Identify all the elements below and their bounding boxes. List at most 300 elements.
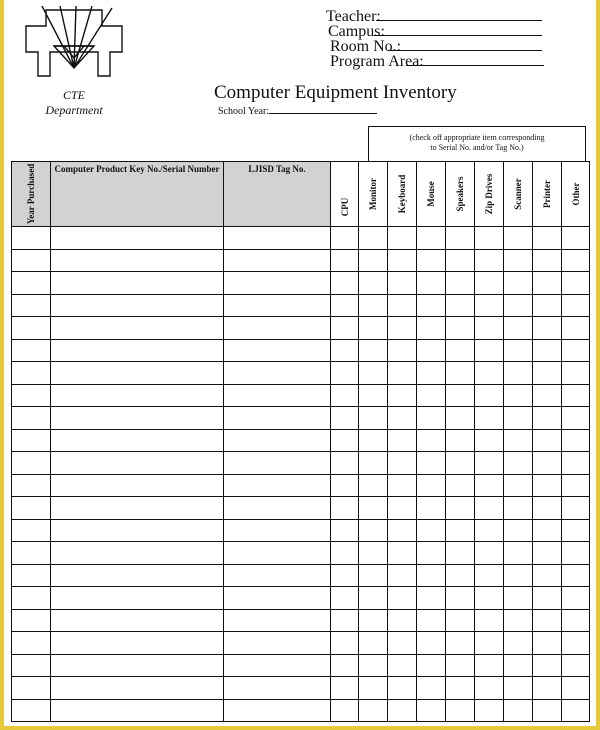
check-speakers-cell[interactable] bbox=[446, 384, 475, 407]
serial-cell[interactable] bbox=[51, 699, 224, 722]
check-cpu-cell[interactable] bbox=[331, 632, 359, 655]
inventory-table bbox=[11, 161, 590, 722]
check-printer-cell[interactable] bbox=[533, 384, 562, 407]
table-row bbox=[12, 587, 590, 610]
check-printer-cell[interactable] bbox=[533, 272, 562, 295]
check-keyboard-cell[interactable] bbox=[388, 339, 417, 362]
year-cell[interactable] bbox=[12, 632, 51, 655]
check-scanner-cell[interactable] bbox=[504, 339, 533, 362]
check-keyboard-cell[interactable] bbox=[388, 497, 417, 520]
check-mouse-cell[interactable] bbox=[417, 317, 446, 340]
check-keyboard-cell[interactable] bbox=[388, 474, 417, 497]
check-scanner-cell[interactable] bbox=[504, 474, 533, 497]
check-scanner-cell[interactable] bbox=[504, 272, 533, 295]
check-monitor-cell[interactable] bbox=[359, 272, 388, 295]
year-cell[interactable] bbox=[12, 519, 51, 542]
check-zip-drives-cell[interactable] bbox=[475, 587, 504, 610]
tag-cell[interactable] bbox=[224, 317, 331, 340]
check-speakers-cell[interactable] bbox=[446, 654, 475, 677]
check-speakers-cell[interactable] bbox=[446, 474, 475, 497]
program-area-field[interactable] bbox=[330, 53, 424, 68]
check-speakers-cell[interactable] bbox=[446, 699, 475, 722]
check-cpu-cell[interactable] bbox=[331, 317, 359, 340]
check-zip-drives-cell[interactable] bbox=[475, 497, 504, 520]
check-printer-cell[interactable] bbox=[533, 587, 562, 610]
check-other-cell[interactable] bbox=[562, 632, 590, 655]
check-keyboard-cell[interactable] bbox=[388, 227, 417, 250]
check-mouse-cell[interactable] bbox=[417, 699, 446, 722]
check-cpu-cell[interactable] bbox=[331, 339, 359, 362]
table-row bbox=[12, 677, 590, 700]
check-zip-drives-cell[interactable] bbox=[475, 699, 504, 722]
inventory-form-page bbox=[4, 0, 596, 726]
check-monitor-cell[interactable] bbox=[359, 587, 388, 610]
check-monitor-cell[interactable] bbox=[359, 609, 388, 632]
check-scanner-cell[interactable] bbox=[504, 294, 533, 317]
check-monitor-cell[interactable] bbox=[359, 429, 388, 452]
check-mouse-cell[interactable] bbox=[417, 429, 446, 452]
check-cpu-cell[interactable] bbox=[331, 362, 359, 385]
check-cpu-cell[interactable] bbox=[331, 249, 359, 272]
check-cpu-cell[interactable] bbox=[331, 497, 359, 520]
check-printer-cell[interactable] bbox=[533, 564, 562, 587]
check-scanner-cell[interactable] bbox=[504, 249, 533, 272]
check-scanner-cell[interactable] bbox=[504, 429, 533, 452]
tag-cell[interactable] bbox=[224, 294, 331, 317]
check-monitor-cell[interactable] bbox=[359, 474, 388, 497]
item-header-cpu bbox=[331, 162, 359, 227]
check-printer-cell[interactable] bbox=[533, 429, 562, 452]
check-keyboard-cell[interactable] bbox=[388, 407, 417, 430]
check-other-cell[interactable] bbox=[562, 249, 590, 272]
check-monitor-cell[interactable] bbox=[359, 249, 388, 272]
check-mouse-cell[interactable] bbox=[417, 362, 446, 385]
check-speakers-cell[interactable] bbox=[446, 227, 475, 250]
check-mouse-cell[interactable] bbox=[417, 272, 446, 295]
check-other-cell[interactable] bbox=[562, 677, 590, 700]
school-year-field[interactable] bbox=[218, 105, 377, 117]
check-printer-cell[interactable] bbox=[533, 542, 562, 565]
year-cell[interactable] bbox=[12, 227, 51, 250]
teacher-line[interactable] bbox=[376, 20, 542, 21]
check-zip-drives-cell[interactable] bbox=[475, 654, 504, 677]
check-zip-drives-cell[interactable] bbox=[475, 249, 504, 272]
check-other-cell[interactable] bbox=[562, 452, 590, 475]
check-other-cell[interactable] bbox=[562, 564, 590, 587]
item-header-monitor bbox=[359, 162, 388, 227]
serial-cell[interactable] bbox=[51, 497, 224, 520]
check-speakers-cell[interactable] bbox=[446, 609, 475, 632]
check-keyboard-cell[interactable] bbox=[388, 317, 417, 340]
check-mouse-cell[interactable] bbox=[417, 632, 446, 655]
check-speakers-cell[interactable] bbox=[446, 249, 475, 272]
item-header-zip-drives bbox=[475, 162, 504, 227]
check-keyboard-cell[interactable] bbox=[388, 564, 417, 587]
year-cell[interactable] bbox=[12, 474, 51, 497]
check-zip-drives-cell[interactable] bbox=[475, 272, 504, 295]
check-cpu-cell[interactable] bbox=[331, 474, 359, 497]
tag-cell[interactable] bbox=[224, 384, 331, 407]
check-keyboard-cell[interactable] bbox=[388, 249, 417, 272]
item-header-printer bbox=[533, 162, 562, 227]
year-cell[interactable] bbox=[12, 362, 51, 385]
check-speakers-cell[interactable] bbox=[446, 587, 475, 610]
check-mouse-cell[interactable] bbox=[417, 407, 446, 430]
serial-cell[interactable] bbox=[51, 587, 224, 610]
check-printer-cell[interactable] bbox=[533, 317, 562, 340]
check-keyboard-cell[interactable] bbox=[388, 272, 417, 295]
check-mouse-cell[interactable] bbox=[417, 294, 446, 317]
check-scanner-cell[interactable] bbox=[504, 677, 533, 700]
check-keyboard-cell[interactable] bbox=[388, 542, 417, 565]
check-mouse-cell[interactable] bbox=[417, 587, 446, 610]
tag-cell[interactable] bbox=[224, 654, 331, 677]
check-printer-cell[interactable] bbox=[533, 339, 562, 362]
check-other-cell[interactable] bbox=[562, 519, 590, 542]
check-other-cell[interactable] bbox=[562, 474, 590, 497]
year-cell[interactable] bbox=[12, 452, 51, 475]
check-zip-drives-cell[interactable] bbox=[475, 452, 504, 475]
check-mouse-cell[interactable] bbox=[417, 227, 446, 250]
serial-cell[interactable] bbox=[51, 249, 224, 272]
room-line[interactable] bbox=[388, 50, 542, 51]
check-cpu-cell[interactable] bbox=[331, 227, 359, 250]
check-other-cell[interactable] bbox=[562, 227, 590, 250]
check-other-cell[interactable] bbox=[562, 542, 590, 565]
tag-cell[interactable] bbox=[224, 497, 331, 520]
check-mouse-cell[interactable] bbox=[417, 542, 446, 565]
check-speakers-cell[interactable] bbox=[446, 339, 475, 362]
check-mouse-cell[interactable] bbox=[417, 677, 446, 700]
serial-cell[interactable] bbox=[51, 227, 224, 250]
item-label-zip-drives: Zip Drives bbox=[484, 173, 494, 215]
check-mouse-cell[interactable] bbox=[417, 384, 446, 407]
table-row bbox=[12, 542, 590, 565]
check-zip-drives-cell[interactable] bbox=[475, 474, 504, 497]
check-speakers-cell[interactable] bbox=[446, 519, 475, 542]
check-speakers-cell[interactable] bbox=[446, 497, 475, 520]
check-scanner-cell[interactable] bbox=[504, 519, 533, 542]
check-keyboard-cell[interactable] bbox=[388, 384, 417, 407]
tag-cell[interactable] bbox=[224, 362, 331, 385]
year-cell[interactable] bbox=[12, 384, 51, 407]
check-scanner-cell[interactable] bbox=[504, 699, 533, 722]
check-zip-drives-cell[interactable] bbox=[475, 227, 504, 250]
check-other-cell[interactable] bbox=[562, 429, 590, 452]
tag-cell[interactable] bbox=[224, 272, 331, 295]
check-keyboard-cell[interactable] bbox=[388, 654, 417, 677]
check-monitor-cell[interactable] bbox=[359, 362, 388, 385]
tag-cell[interactable] bbox=[224, 249, 331, 272]
check-scanner-cell[interactable] bbox=[504, 452, 533, 475]
check-keyboard-cell[interactable] bbox=[388, 294, 417, 317]
check-cpu-cell[interactable] bbox=[331, 519, 359, 542]
check-monitor-cell[interactable] bbox=[359, 497, 388, 520]
check-scanner-cell[interactable] bbox=[504, 564, 533, 587]
year-cell[interactable] bbox=[12, 497, 51, 520]
tag-cell[interactable] bbox=[224, 339, 331, 362]
check-cpu-cell[interactable] bbox=[331, 677, 359, 700]
check-other-cell[interactable] bbox=[562, 587, 590, 610]
check-scanner-cell[interactable] bbox=[504, 587, 533, 610]
check-monitor-cell[interactable] bbox=[359, 677, 388, 700]
check-scanner-cell[interactable] bbox=[504, 632, 533, 655]
serial-cell[interactable] bbox=[51, 519, 224, 542]
check-speakers-cell[interactable] bbox=[446, 429, 475, 452]
check-zip-drives-cell[interactable] bbox=[475, 362, 504, 385]
check-scanner-cell[interactable] bbox=[504, 497, 533, 520]
check-monitor-cell[interactable] bbox=[359, 452, 388, 475]
serial-cell[interactable] bbox=[51, 654, 224, 677]
check-monitor-cell[interactable] bbox=[359, 564, 388, 587]
check-printer-cell[interactable] bbox=[533, 362, 562, 385]
check-cpu-cell[interactable] bbox=[331, 407, 359, 430]
year-cell[interactable] bbox=[12, 609, 51, 632]
check-other-cell[interactable] bbox=[562, 654, 590, 677]
item-header-scanner bbox=[504, 162, 533, 227]
year-cell[interactable] bbox=[12, 249, 51, 272]
campus-label: Campus: bbox=[328, 23, 385, 40]
check-zip-drives-cell[interactable] bbox=[475, 564, 504, 587]
year-cell[interactable] bbox=[12, 317, 51, 340]
item-header-other bbox=[562, 162, 590, 227]
check-scanner-cell[interactable] bbox=[504, 654, 533, 677]
check-other-cell[interactable] bbox=[562, 362, 590, 385]
check-zip-drives-cell[interactable] bbox=[475, 519, 504, 542]
check-speakers-cell[interactable] bbox=[446, 452, 475, 475]
check-mouse-cell[interactable] bbox=[417, 497, 446, 520]
check-scanner-cell[interactable] bbox=[504, 609, 533, 632]
check-printer-cell[interactable] bbox=[533, 609, 562, 632]
check-speakers-cell[interactable] bbox=[446, 294, 475, 317]
check-monitor-cell[interactable] bbox=[359, 519, 388, 542]
check-other-cell[interactable] bbox=[562, 699, 590, 722]
check-monitor-cell[interactable] bbox=[359, 654, 388, 677]
tag-cell[interactable] bbox=[224, 542, 331, 565]
tag-cell[interactable] bbox=[224, 587, 331, 610]
check-cpu-cell[interactable] bbox=[331, 699, 359, 722]
check-printer-cell[interactable] bbox=[533, 497, 562, 520]
check-printer-cell[interactable] bbox=[533, 654, 562, 677]
check-cpu-cell[interactable] bbox=[331, 384, 359, 407]
tag-cell[interactable] bbox=[224, 474, 331, 497]
check-monitor-cell[interactable] bbox=[359, 632, 388, 655]
serial-cell[interactable] bbox=[51, 632, 224, 655]
check-speakers-cell[interactable] bbox=[446, 272, 475, 295]
check-mouse-cell[interactable] bbox=[417, 519, 446, 542]
check-scanner-cell[interactable] bbox=[504, 362, 533, 385]
check-scanner-cell[interactable] bbox=[504, 227, 533, 250]
check-printer-cell[interactable] bbox=[533, 249, 562, 272]
check-speakers-cell[interactable] bbox=[446, 564, 475, 587]
check-keyboard-cell[interactable] bbox=[388, 519, 417, 542]
year-cell[interactable] bbox=[12, 294, 51, 317]
serial-cell[interactable] bbox=[51, 474, 224, 497]
check-zip-drives-cell[interactable] bbox=[475, 384, 504, 407]
tag-cell[interactable] bbox=[224, 699, 331, 722]
tag-cell[interactable] bbox=[224, 407, 331, 430]
tag-cell[interactable] bbox=[224, 677, 331, 700]
check-other-cell[interactable] bbox=[562, 294, 590, 317]
room-field[interactable] bbox=[330, 38, 401, 53]
check-keyboard-cell[interactable] bbox=[388, 587, 417, 610]
check-printer-cell[interactable] bbox=[533, 632, 562, 655]
check-keyboard-cell[interactable] bbox=[388, 452, 417, 475]
year-cell[interactable] bbox=[12, 654, 51, 677]
check-printer-cell[interactable] bbox=[533, 227, 562, 250]
year-cell[interactable] bbox=[12, 272, 51, 295]
check-monitor-cell[interactable] bbox=[359, 384, 388, 407]
check-speakers-cell[interactable] bbox=[446, 677, 475, 700]
tag-cell[interactable] bbox=[224, 564, 331, 587]
check-speakers-cell[interactable] bbox=[446, 542, 475, 565]
tag-cell[interactable] bbox=[224, 452, 331, 475]
year-purchased-header-text: Year Purchased bbox=[26, 163, 36, 225]
check-keyboard-cell[interactable] bbox=[388, 362, 417, 385]
check-monitor-cell[interactable] bbox=[359, 542, 388, 565]
tag-cell[interactable] bbox=[224, 609, 331, 632]
table-row bbox=[12, 497, 590, 520]
serial-cell[interactable] bbox=[51, 407, 224, 430]
check-mouse-cell[interactable] bbox=[417, 452, 446, 475]
year-cell[interactable] bbox=[12, 429, 51, 452]
check-scanner-cell[interactable] bbox=[504, 384, 533, 407]
check-zip-drives-cell[interactable] bbox=[475, 429, 504, 452]
check-keyboard-cell[interactable] bbox=[388, 429, 417, 452]
check-monitor-cell[interactable] bbox=[359, 407, 388, 430]
check-printer-cell[interactable] bbox=[533, 294, 562, 317]
check-printer-cell[interactable] bbox=[533, 699, 562, 722]
check-other-cell[interactable] bbox=[562, 407, 590, 430]
check-zip-drives-cell[interactable] bbox=[475, 677, 504, 700]
serial-cell[interactable] bbox=[51, 609, 224, 632]
check-mouse-cell[interactable] bbox=[417, 609, 446, 632]
check-cpu-cell[interactable] bbox=[331, 564, 359, 587]
check-zip-drives-cell[interactable] bbox=[475, 294, 504, 317]
check-mouse-cell[interactable] bbox=[417, 474, 446, 497]
year-cell[interactable] bbox=[12, 339, 51, 362]
check-cpu-cell[interactable] bbox=[331, 587, 359, 610]
school-year-line[interactable] bbox=[269, 105, 377, 114]
check-cpu-cell[interactable] bbox=[331, 609, 359, 632]
serial-cell[interactable] bbox=[51, 452, 224, 475]
teacher-field[interactable] bbox=[326, 8, 381, 23]
item-header-keyboard bbox=[388, 162, 417, 227]
check-scanner-cell[interactable] bbox=[504, 317, 533, 340]
tag-cell[interactable] bbox=[224, 519, 331, 542]
campus-line[interactable] bbox=[374, 35, 542, 36]
check-monitor-cell[interactable] bbox=[359, 699, 388, 722]
check-cpu-cell[interactable] bbox=[331, 654, 359, 677]
serial-cell[interactable] bbox=[51, 294, 224, 317]
check-other-cell[interactable] bbox=[562, 339, 590, 362]
check-printer-cell[interactable] bbox=[533, 407, 562, 430]
check-monitor-cell[interactable] bbox=[359, 339, 388, 362]
check-printer-cell[interactable] bbox=[533, 474, 562, 497]
year-cell[interactable] bbox=[12, 564, 51, 587]
check-keyboard-cell[interactable] bbox=[388, 609, 417, 632]
program-area-line[interactable] bbox=[406, 65, 544, 66]
year-cell[interactable] bbox=[12, 542, 51, 565]
year-cell[interactable] bbox=[12, 699, 51, 722]
check-speakers-cell[interactable] bbox=[446, 317, 475, 340]
check-scanner-cell[interactable] bbox=[504, 542, 533, 565]
check-cpu-cell[interactable] bbox=[331, 452, 359, 475]
check-zip-drives-cell[interactable] bbox=[475, 339, 504, 362]
check-cpu-cell[interactable] bbox=[331, 272, 359, 295]
table-row bbox=[12, 654, 590, 677]
check-keyboard-cell[interactable] bbox=[388, 632, 417, 655]
check-speakers-cell[interactable] bbox=[446, 362, 475, 385]
check-printer-cell[interactable] bbox=[533, 519, 562, 542]
check-mouse-cell[interactable] bbox=[417, 339, 446, 362]
tag-cell[interactable] bbox=[224, 429, 331, 452]
check-zip-drives-cell[interactable] bbox=[475, 407, 504, 430]
program-area-label: Program Area: bbox=[330, 53, 424, 70]
item-label-scanner: Scanner bbox=[513, 178, 523, 210]
check-other-cell[interactable] bbox=[562, 384, 590, 407]
check-zip-drives-cell[interactable] bbox=[475, 317, 504, 340]
check-speakers-cell[interactable] bbox=[446, 407, 475, 430]
tag-cell[interactable] bbox=[224, 632, 331, 655]
check-scanner-cell[interactable] bbox=[504, 407, 533, 430]
check-keyboard-cell[interactable] bbox=[388, 677, 417, 700]
serial-cell[interactable] bbox=[51, 564, 224, 587]
check-cpu-cell[interactable] bbox=[331, 542, 359, 565]
check-printer-cell[interactable] bbox=[533, 677, 562, 700]
item-label-printer: Printer bbox=[542, 180, 552, 208]
tag-cell[interactable] bbox=[224, 227, 331, 250]
check-mouse-cell[interactable] bbox=[417, 564, 446, 587]
check-printer-cell[interactable] bbox=[533, 452, 562, 475]
item-header-mouse bbox=[417, 162, 446, 227]
serial-cell[interactable] bbox=[51, 429, 224, 452]
check-other-cell[interactable] bbox=[562, 317, 590, 340]
check-off-note bbox=[368, 126, 586, 162]
year-cell[interactable] bbox=[12, 677, 51, 700]
serial-cell[interactable] bbox=[51, 362, 224, 385]
table-row bbox=[12, 227, 590, 250]
check-other-cell[interactable] bbox=[562, 497, 590, 520]
serial-cell[interactable] bbox=[51, 317, 224, 340]
year-cell[interactable] bbox=[12, 587, 51, 610]
check-speakers-cell[interactable] bbox=[446, 632, 475, 655]
check-mouse-cell[interactable] bbox=[417, 249, 446, 272]
campus-field[interactable] bbox=[328, 23, 385, 38]
check-monitor-cell[interactable] bbox=[359, 294, 388, 317]
check-zip-drives-cell[interactable] bbox=[475, 632, 504, 655]
item-header-speakers bbox=[446, 162, 475, 227]
serial-cell[interactable] bbox=[51, 542, 224, 565]
check-other-cell[interactable] bbox=[562, 272, 590, 295]
check-cpu-cell[interactable] bbox=[331, 294, 359, 317]
serial-cell[interactable] bbox=[51, 384, 224, 407]
cte-logo-icon bbox=[24, 6, 124, 82]
year-cell[interactable] bbox=[12, 407, 51, 430]
check-cpu-cell[interactable] bbox=[331, 429, 359, 452]
serial-cell[interactable] bbox=[51, 677, 224, 700]
check-monitor-cell[interactable] bbox=[359, 227, 388, 250]
check-zip-drives-cell[interactable] bbox=[475, 542, 504, 565]
check-zip-drives-cell[interactable] bbox=[475, 609, 504, 632]
check-keyboard-cell[interactable] bbox=[388, 699, 417, 722]
check-mouse-cell[interactable] bbox=[417, 654, 446, 677]
check-other-cell[interactable] bbox=[562, 609, 590, 632]
item-label-monitor: Monitor bbox=[368, 178, 378, 210]
serial-cell[interactable] bbox=[51, 339, 224, 362]
check-monitor-cell[interactable] bbox=[359, 317, 388, 340]
serial-cell[interactable] bbox=[51, 272, 224, 295]
